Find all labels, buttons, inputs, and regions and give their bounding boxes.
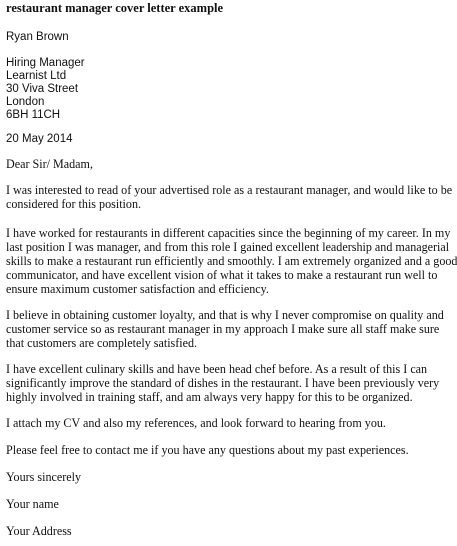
recipient-postcode: 6BH 11CH (6, 109, 61, 121)
page-title: restaurant manager cover letter example (6, 1, 224, 15)
closing: Yours sincerely (6, 470, 82, 484)
recipient-company: Learnist Ltd (6, 70, 67, 82)
sender-name: Ryan Brown (6, 31, 69, 43)
paragraph-loyalty: I believe in obtaining customer loyalty, and that is why I never compromise on quality and customer service so as restaurant manager in my approach I make sure all staff make sure that customers are completely satisfied. (6, 308, 444, 350)
recipient-street: 30 Viva Street (6, 83, 79, 95)
signature-address: Your Address (6, 524, 72, 538)
signature-name: Your name (6, 497, 59, 511)
paragraph-experience: I have worked for restaurants in different capacities since the beginning of my career. In my last position I was manager, and from this role I gained excellent leadership and managerial skills to make a restaurant run efficiently and smoothly. I am extremely organized and a good communicator, and have excellent vision of what it takes to make a restaurant run well to ensure maximum customer satisfaction and efficiency. (6, 226, 457, 296)
salutation: Dear Sir/ Madam, (6, 157, 93, 171)
recipient-city: London (6, 96, 45, 108)
paragraph-interest: I was interested to read of your advertised role as a restaurant manager, and would like to be considered for this position. (6, 183, 453, 211)
letter-date: 20 May 2014 (6, 133, 73, 145)
paragraph-attachments: I attach my CV and also my references, and look forward to hearing from you. (6, 416, 386, 430)
paragraph-skills: I have excellent culinary skills and have been head chef before. As a result of this I can significantly improve the standard of dishes in the restaurant. I have been previously very highly involved in training staff, and am always very happy for this to be organized. (6, 362, 440, 404)
recipient-title: Hiring Manager (6, 57, 85, 69)
paragraph-contact: Please feel free to contact me if you have any questions about my past experiences. (6, 443, 409, 457)
